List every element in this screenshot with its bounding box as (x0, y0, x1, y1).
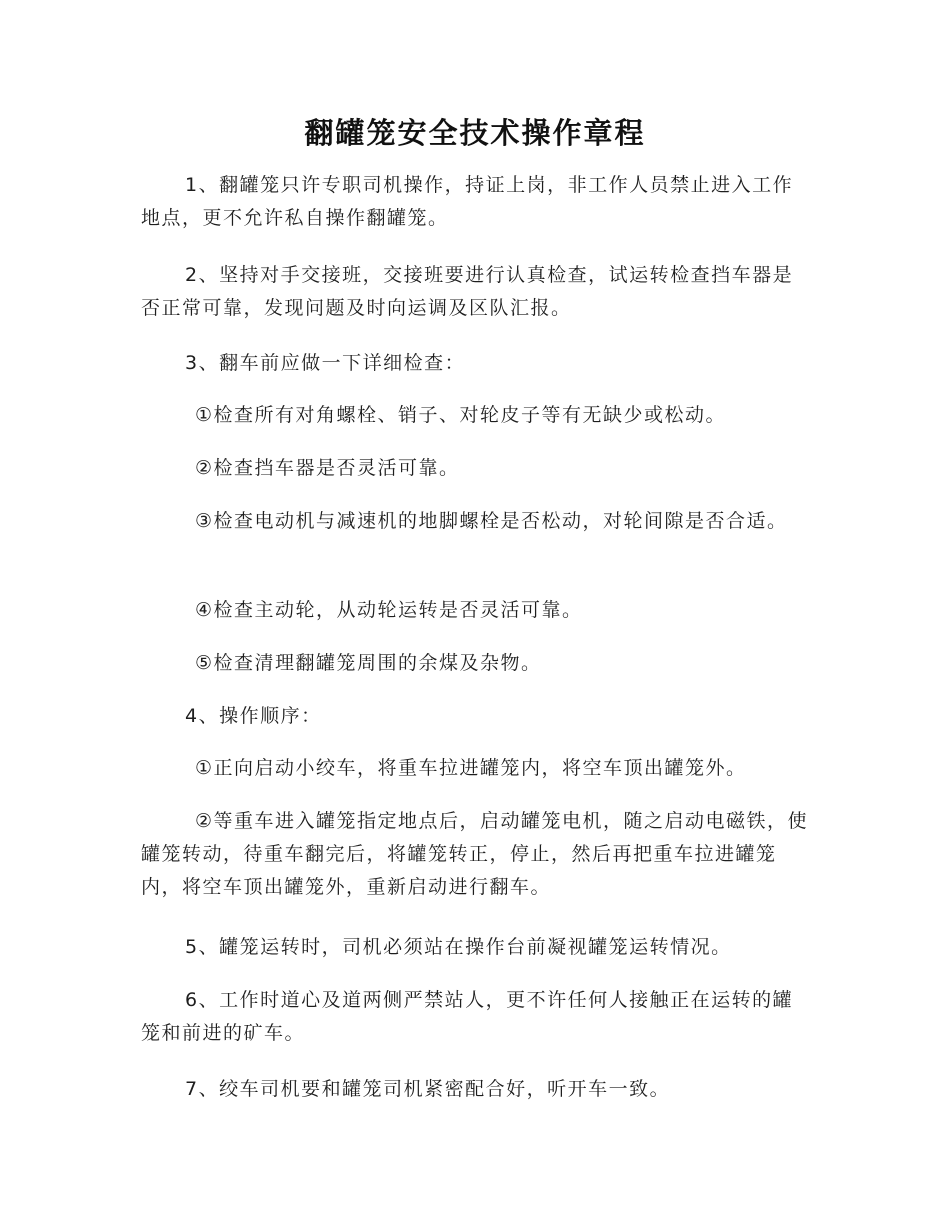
operation-step-2: ②等重车进入罐笼指定地点后，启动罐笼电机，随之启动电磁铁，使罐笼转动，待重车翻完后，将罐笼转正，停止，然后再把重车拉进罐笼内，将空车顶出罐笼外，重新启动进行翻车。 (141, 810, 809, 898)
paragraph-4: 4、操作顺序： (185, 705, 322, 727)
check-item-4: ④检查主动轮，从动轮运转是否灵活可靠。 (195, 599, 583, 621)
paragraph-6: 6、工作时道心及道两侧严禁站人，更不许任何人接触正在运转的罐笼和前进的矿车。 (141, 989, 794, 1044)
check-item-2: ②检查挡车器是否灵活可靠。 (195, 457, 460, 479)
paragraph-2: 2、坚持对手交接班，交接班要进行认真检查，试运转检查挡车器是否正常可靠，发现问题及时向运调及区队汇报。 (141, 264, 794, 319)
paragraph-7: 7、绞车司机要和罐笼司机紧密配合好，听开车一致。 (185, 1078, 671, 1100)
paragraph-1: 1、翻罐笼只许专职司机操作，持证上岗，非工作人员禁止进入工作地点，更不允许私自操作翻罐笼。 (141, 174, 794, 229)
paragraph-3: 3、翻车前应做一下详细检查： (185, 352, 466, 374)
check-item-3: ③检查电动机与减速机的地脚螺栓是否松动，对轮间隙是否合适。 (195, 510, 788, 532)
operation-step-1: ①正向启动小绞车，将重车拉进罐笼内，将空车顶出罐笼外。 (195, 757, 747, 779)
document-title: 翻罐笼安全技术操作章程 (304, 116, 646, 150)
paragraph-5: 5、罐笼运转时，司机必须站在操作台前凝视罐笼运转情况。 (185, 936, 732, 958)
check-item-5: ⑤检查清理翻罐笼周围的余煤及杂物。 (195, 652, 542, 674)
check-item-1: ①检查所有对角螺栓、销子、对轮皮子等有无缺少或松动。 (195, 404, 727, 426)
